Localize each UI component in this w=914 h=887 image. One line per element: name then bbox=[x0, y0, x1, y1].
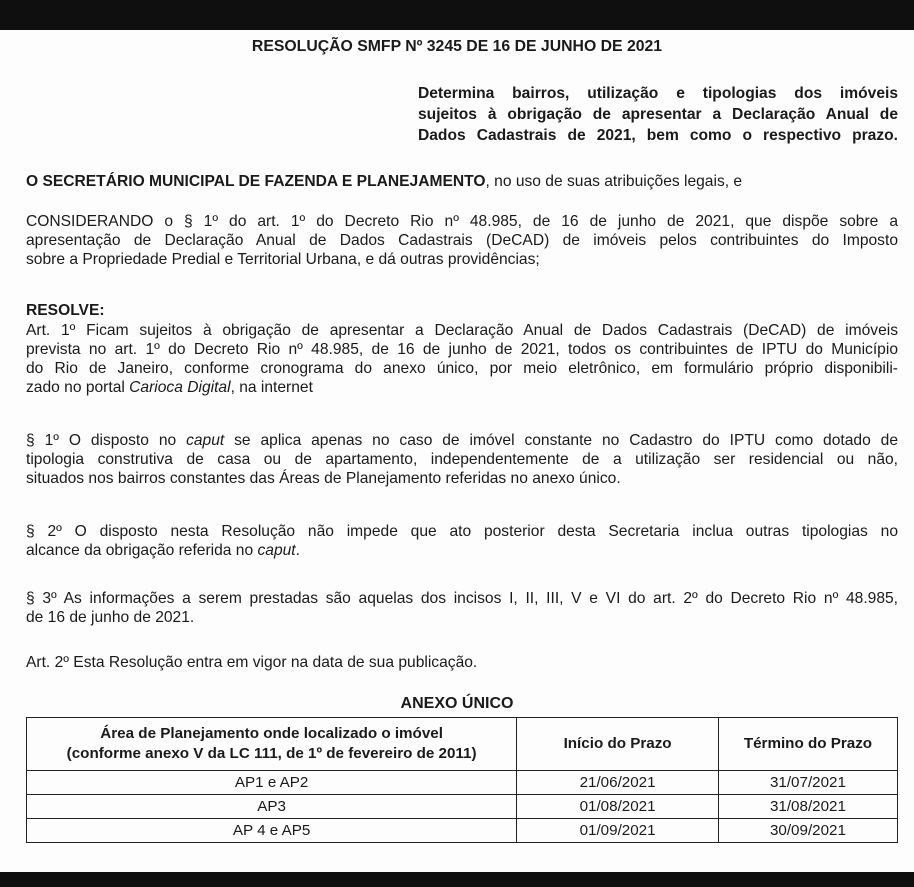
top-dark-border bbox=[0, 0, 914, 30]
article-1 bbox=[26, 321, 898, 397]
italic-term: caput bbox=[186, 432, 225, 449]
paragraph-1 bbox=[26, 431, 898, 488]
text-run: zado no portal bbox=[26, 379, 130, 396]
ementa-line: sujeitos à obrigação de apresentar a Declaração Anual de bbox=[418, 106, 898, 123]
cell-start: 21/06/2021 bbox=[517, 771, 719, 795]
schedule-table bbox=[26, 717, 898, 843]
table-header-row bbox=[27, 718, 898, 771]
text-run: . bbox=[295, 542, 300, 559]
cell-area: AP3 bbox=[27, 795, 517, 819]
italic-term: caput bbox=[257, 542, 296, 559]
bottom-dark-border bbox=[0, 872, 914, 887]
cell-start: 01/08/2021 bbox=[517, 795, 719, 819]
preamble-rest: , no uso de suas atribuições legais, e bbox=[485, 173, 743, 190]
paragraph-2 bbox=[26, 522, 898, 560]
header-end: Término do Prazo bbox=[718, 718, 897, 771]
resolution-title: RESOLUÇÃO SMFP Nº 3245 DE 16 DE JUNHO DE 2021 bbox=[251, 38, 663, 55]
cell-end: 31/07/2021 bbox=[718, 771, 897, 795]
cell-end: 30/09/2021 bbox=[718, 819, 897, 843]
text-run: se aplica apenas no caso de imóvel constante no Cadastro do IPTU como dotado de bbox=[224, 432, 898, 449]
italic-term: Carioca Digital bbox=[129, 379, 231, 396]
table-row bbox=[27, 795, 898, 819]
ementa-line: Dados Cadastrais de 2021, bem como o respectivo prazo. bbox=[418, 127, 898, 144]
table-row bbox=[27, 771, 898, 795]
text-line bbox=[26, 431, 898, 450]
text-line: Art. 1º Ficam sujeitos à obrigação de apresentar a Declaração Anual de Dados Cadastrais (DeCAD) de imóveis bbox=[26, 322, 898, 339]
paragraph-3 bbox=[26, 589, 898, 627]
table-row bbox=[27, 819, 898, 843]
article-2: Art. 2º Esta Resolução entra em vigor na data de sua publicação. bbox=[26, 654, 478, 671]
text-line: de 16 de junho de 2021. bbox=[26, 609, 195, 626]
text-run: alcance da obrigação referida no bbox=[26, 542, 258, 559]
annex-title: ANEXO ÚNICO bbox=[400, 695, 514, 712]
text-line: § 3º As informações a serem prestadas são aquelas dos incisos I, II, III, V e VI do art. 2º do Decreto Rio nº 48.985, bbox=[26, 590, 898, 607]
text-run: § 1º O disposto no bbox=[26, 432, 187, 449]
text-line: CONSIDERANDO o § 1º do art. 1º do Decreto Rio nº 48.985, de 16 de junho de 2021, que dispõe sobre a bbox=[26, 213, 898, 230]
text-line bbox=[26, 541, 898, 560]
preamble bbox=[26, 172, 898, 191]
text-line: apresentação de Declaração Anual de Dados Cadastrais (DeCAD) de imóveis pelos contribuintes do Imposto bbox=[26, 232, 898, 249]
cell-area: AP 4 e AP5 bbox=[27, 819, 517, 843]
cell-end: 31/08/2021 bbox=[718, 795, 897, 819]
text-line: sobre a Propriedade Predial e Territorial Urbana, e dá outras providências; bbox=[26, 251, 540, 268]
header-area-line: (conforme anexo V da LC 111, de 1º de fevereiro de 2011) bbox=[66, 745, 477, 762]
ementa bbox=[418, 83, 898, 146]
header-area-line: Área de Planejamento onde localizado o imóvel bbox=[100, 725, 443, 742]
cell-start: 01/09/2021 bbox=[517, 819, 719, 843]
header-start: Início do Prazo bbox=[517, 718, 719, 771]
text-line: prevista no art. 1º do Decreto Rio nº 48.985, de 16 de junho de 2021, todos os contribuintes de IPTU do Município bbox=[26, 341, 898, 358]
text-line: do Rio de Janeiro, conforme cronograma do anexo único, por meio eletrônico, em formulário próprio disponibili- bbox=[26, 360, 898, 377]
resolve-heading: RESOLVE: bbox=[26, 302, 105, 319]
text-line: situados nos bairros constantes das Áreas de Planejamento referidas no anexo único. bbox=[26, 470, 621, 487]
considerando-paragraph bbox=[26, 212, 898, 269]
text-line: § 2º O disposto nesta Resolução não impede que ato posterior desta Secretaria inclua outras tipologias no bbox=[26, 523, 898, 540]
ementa-line: Determina bairros, utilização e tipologias dos imóveis bbox=[418, 85, 898, 102]
cell-area: AP1 e AP2 bbox=[27, 771, 517, 795]
text-run: , na internet bbox=[230, 379, 313, 396]
text-line: tipologia construtiva de casa ou de apartamento, independentemente de a utilização ser residencial ou não, bbox=[26, 451, 898, 468]
header-area bbox=[27, 718, 517, 771]
preamble-authority: O SECRETÁRIO MUNICIPAL DE FAZENDA E PLANEJAMENTO bbox=[26, 173, 486, 190]
text-line bbox=[26, 378, 898, 397]
